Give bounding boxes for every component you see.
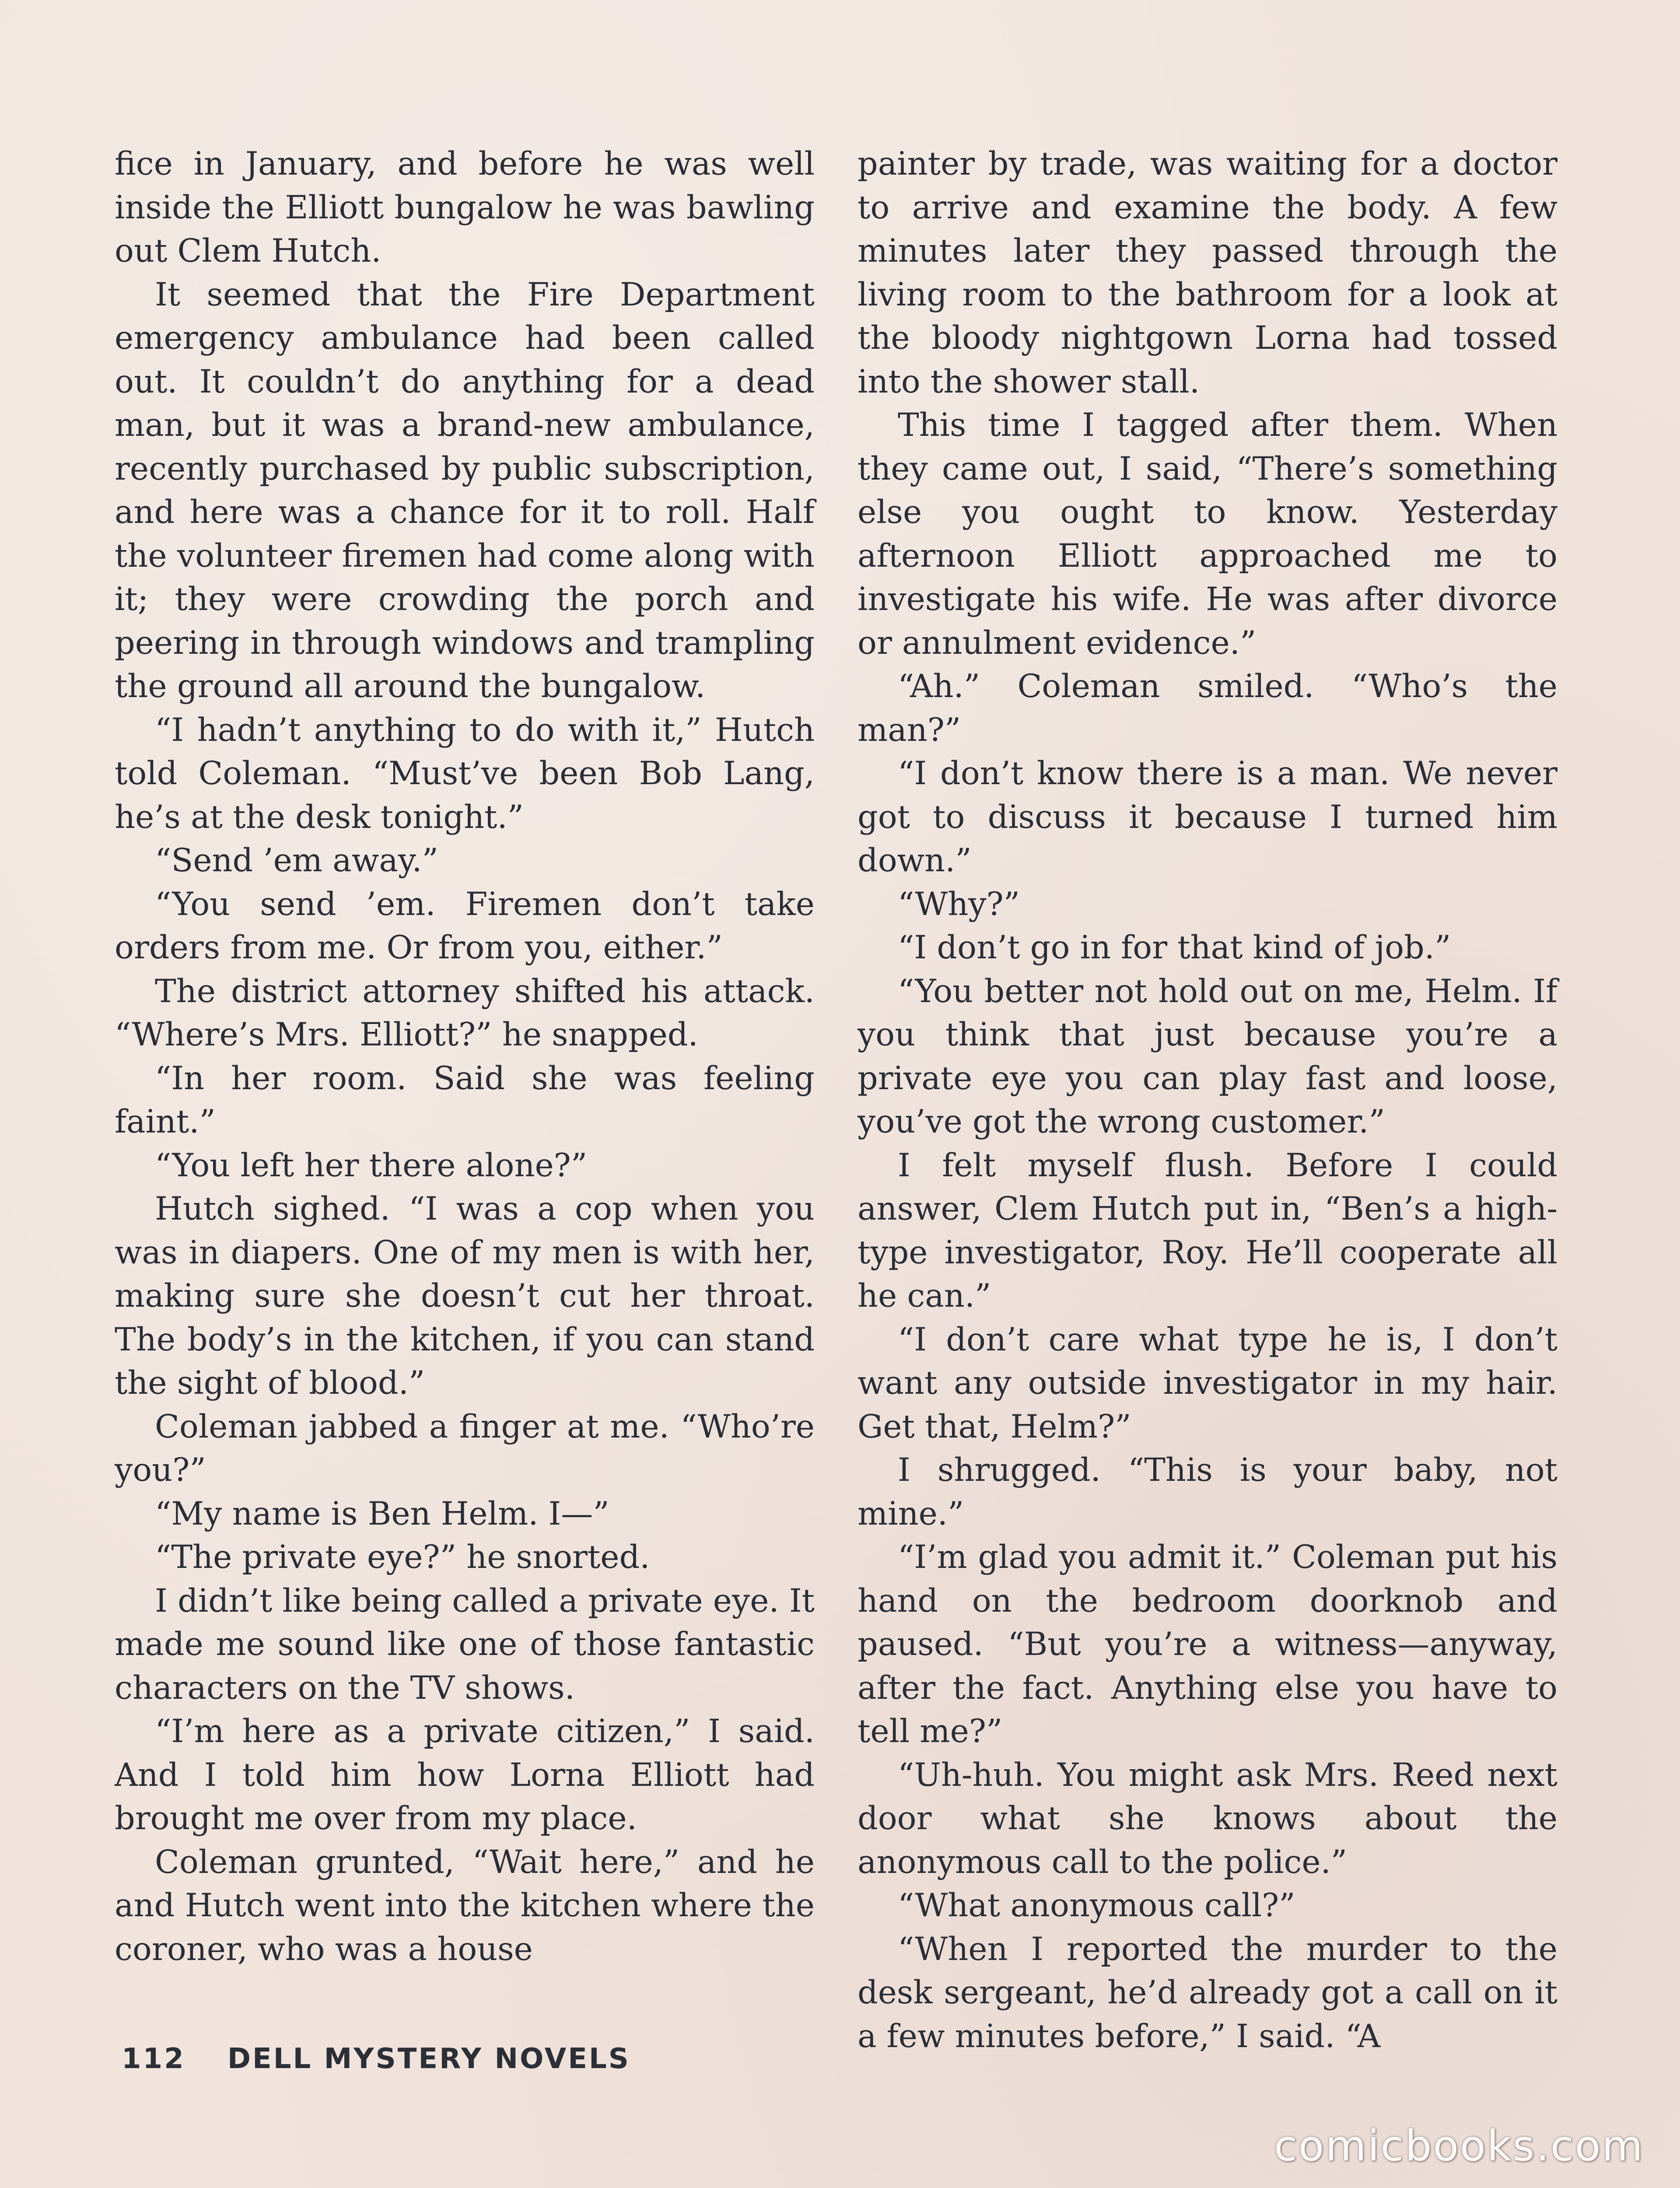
paragraph: “I don’t go in for that kind of job.” (898, 929, 1451, 966)
paragraph: I felt myself flush. Before I could answer, Clem Hutch put in, “Ben’s a high-type investigator, Roy. He’ll cooperate all he can.” (858, 1147, 1558, 1315)
page-footer (122, 2043, 630, 2075)
paragraph: “Ah.” Coleman smiled. “Who’s the man?” (858, 668, 1558, 749)
paragraph: “When I reported the murder to the desk sergeant, he’d already got a call on it a few minutes before,” I said. “A (858, 1930, 1558, 2055)
paragraph: painter by trade, was waiting for a doctor to arrive and examine the body. A few minutes later they passed through the living room to the bathroom for a look at the bloody nightgown Lorna had tossed into the shower stall. (858, 145, 1558, 400)
paragraph: “You send ’em. Firemen don’t take orders from me. Or from you, either.” (115, 885, 815, 966)
paragraph: “I don’t care what type he is, I don’t want any outside investigator in my hair. Get that, Helm?” (858, 1321, 1558, 1445)
paragraph: “Why?” (898, 885, 1020, 923)
publication-title: DELL MYSTERY NOVELS (227, 2043, 630, 2075)
paragraph: “I don’t know there is a man. We never got to discuss it because I turned him down.” (858, 755, 1558, 879)
paragraph: “I hadn’t anything to do with it,” Hutch told Coleman. “Must’ve been Bob Lang, he’s at the desk tonight.” (115, 711, 815, 836)
paragraph: “Uh-huh. You might ask Mrs. Reed next door what she knows about the anonymous call to the police.” (858, 1756, 1558, 1881)
left-column (115, 142, 815, 1971)
paragraph: “The private eye?” he snorted. (155, 1539, 650, 1576)
paragraph: Coleman jabbed a finger at me. “Who’re you?” (115, 1408, 815, 1489)
paragraph: “In her room. Said she was feeling faint.” (115, 1059, 815, 1140)
paragraph: I didn’t like being called a private eye. It made me sound like one of those fantastic characters on the TV shows. (115, 1582, 815, 1707)
watermark: comicbooks.com (1274, 2121, 1644, 2170)
paragraph: fice in January, and before he was well inside the Elliott bungalow he was bawling out Clem Hutch. (115, 145, 815, 270)
paragraph: “My name is Ben Helm. I—” (155, 1495, 609, 1532)
paragraph: Coleman grunted, “Wait here,” and he and Hutch went into the kitchen where the coroner, who was a house (115, 1843, 815, 1968)
paragraph: “I’m here as a private citizen,” I said. And I told him how Lorna Elliott had brought me over from my place. (115, 1713, 815, 1837)
right-column (858, 142, 1558, 2058)
paragraph: This time I tagged after them. When they came out, I said, “There’s something else you ought to know. Yesterday afternoon Elliott approached me to investigate his wife. He was after divorce or annulment evidence.” (858, 407, 1558, 662)
paragraph: “Send ’em away.” (155, 842, 438, 879)
paragraph: “You better not hold out on me, Helm. If you think that just because you’re a private eye you can play fast and loose, you’ve got the wrong customer.” (858, 972, 1558, 1140)
paragraph: “You left her there alone?” (155, 1147, 588, 1184)
paragraph: “I’m glad you admit it.” Coleman put his hand on the bedroom doorknob and paused. “But you’re a witness—anyway, after the fact. Anything else you have to tell me?” (858, 1539, 1558, 1750)
paragraph: “What anonymous call?” (898, 1887, 1295, 1924)
page-number: 112 (122, 2043, 186, 2075)
paragraph: It seemed that the Fire Department emergency ambulance had been called out. It couldn’t do anything for a dead man, but it was a brand-new ambulance, recently purchased by public subscription, and here was a chance for it to roll. Half the volunteer firemen had come along with it; they were crowding the porch and peering in through windows and trampling the ground all around the bungalow. (115, 276, 815, 705)
paragraph: The district attorney shifted his attack. “Where’s Mrs. Elliott?” he snapped. (115, 972, 815, 1053)
paragraph: Hutch sighed. “I was a cop when you was in diapers. One of my men is with her, making sure she doesn’t cut her throat. The body’s in the kitchen, if you can stand the sight of blood.” (115, 1190, 815, 1402)
paragraph: I shrugged. “This is your baby, not mine.” (858, 1452, 1558, 1532)
